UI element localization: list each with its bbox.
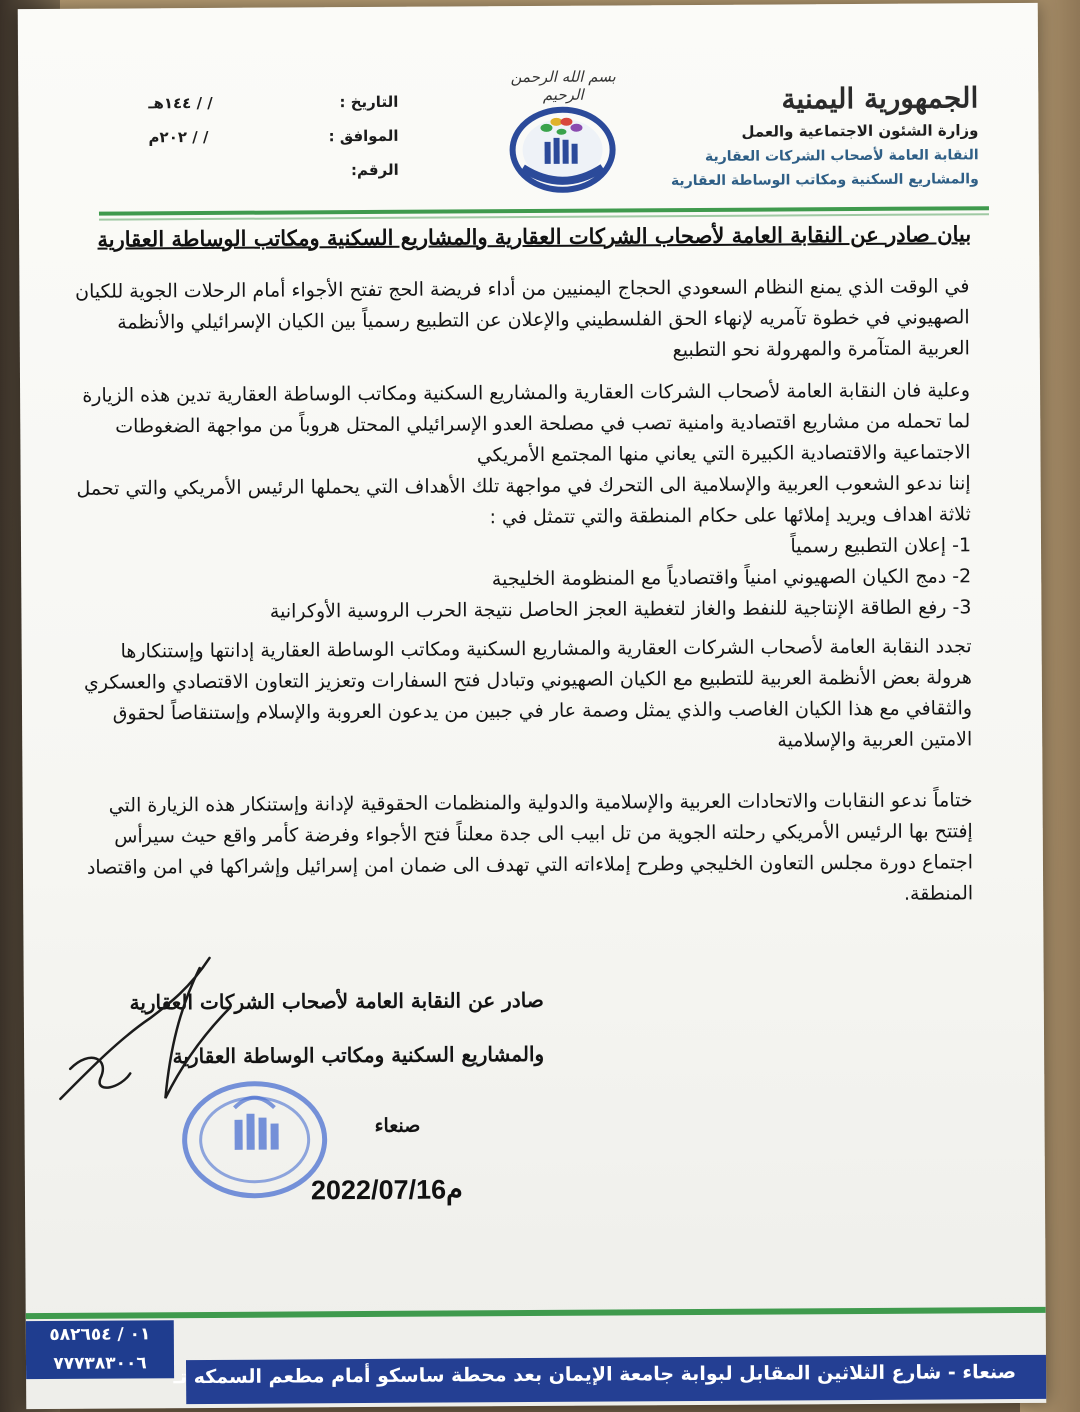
paragraph-4-text: ختاماً ندعو النقابات والاتحادات العربية والإسلامية والدولية والمنظمات الحقوقية لإدانة وإستنكار هذه الزيارة التي إفتتح بها الرئيس الأمريكي رحلته الجوية من تل ابيب الى جدة معلناً فتح الأجواء وفرضة كأمر واقع حيث سيرأس اجتماع دورة مجلس التعاون الخليجي وطرح إملاءاته التي تهدف الى ضمان امن إسرائيل وإشراكها في امن واقتصاد المنطقة. [86,789,974,905]
letterhead-issuer [648,81,979,195]
basmala: بسم الله الرحمن الرحيم [510,67,616,104]
closing-issuer-line2: والمشاريع السكنية ومكاتب الوساطة العقارية [172,1041,545,1069]
closing-city: صنعاء [374,1114,421,1137]
goal-item-1: 1- إعلان التطبيع رسمياً [790,534,972,558]
footer-phone-box [26,1320,174,1379]
date-value: / / ١٤٤هـ [148,93,213,113]
corresponding-value: / / ٢٠٢م [148,127,209,147]
statement-subject: بيان صادر عن النقابة العامة لأصحاب الشركات العقارية والمشاريع السكنية ومكاتب الوساطة العقارية [97,221,972,252]
closing-date: 2022/07/16م [310,1174,463,1206]
paragraph-4 [73,785,974,914]
syndicate-logo [506,97,619,196]
republic-title: الجمهورية اليمنية [781,81,979,116]
goal-item-3: 3- رفع الطاقة الإنتاجية للنفط والغاز لتغطية العجز الحاصل نتيجة الحرب الروسية الأوكرانية [269,596,972,623]
paragraph-3-text: تجدد النقابة العامة لأصحاب الشركات العقارية والمشاريع السكنية ومكاتب الوساطة العقارية إدانتها وإستنكارها هرولة بعض الأنظمة العربية للتطبيع مع الكيان الصهيوني وتبادل فتح السفارات وتعزيز التعاون الاقتصادي والعسكري والثقافي مع هذا الكيان الغاصب والذي يمثل وصمة عار في جبين من يدعون العروبة والإسلام وإستنقاصاً لحقوق الامتين العربية والإسلامية [83,635,973,752]
paragraph-1-text: في الوقت الذي يمنع النظام السعودي الحجاج اليمنيين من أداء فريضة الحج تفتح الأجواء أمام الرحلات الجوية للكيان الصهيوني في خطوة تآمريه لإنهاء الحق الفلسطيني والإعلان عن التطبيع رسمياً بين الكيان الإسرائيلي والأنظمة العربية المتآمرة والمهرولة نحو التطبيع [75,275,970,362]
reference-number-row [149,161,399,181]
paragraph-2b-text: إننا ندعو الشعوب العربية والإسلامية الى التحرك في مواجهة تلك الأهداف التي يحملها الرئيس الأمريكي والتي تحمل ثلاثة اهداف ويريد إملائها على حكام المنطقة والتي تتمثل في : [76,472,971,529]
syndicate-name-line1: النقابة العامة لأصحاب الشركات العقارية [704,147,979,165]
date-label: التاريخ : [339,92,399,112]
letter-page [18,3,1047,1409]
footer-address: صنعاء - شارع الثلاثين المقابل لبوابة جامعة الإيمان بعد محطة ساسكو أمام مطعم السمكه تـ [173,1361,1017,1389]
reference-fields [148,93,399,197]
number-label: الرقم: [350,160,399,180]
paragraph-3 [72,631,973,760]
footer-phone-2: ٧٧٧٣٨٣٠٠٦ [53,1353,147,1374]
footer-phone-1: ٠١ / ٥٨٢٦٥٤ [49,1324,151,1345]
paragraph-2 [70,375,971,628]
official-stamp [174,1067,335,1208]
syndicate-name-line2: والمشاريع السكنية ومكاتب الوساطة العقارية [670,171,979,190]
date-hijri-row [148,93,398,113]
paragraph-1 [69,271,970,369]
corresponding-label: الموافق : [328,126,399,146]
date-gregorian-row [148,127,398,147]
ministry-name: وزارة الشئون الاجتماعية والعمل [741,121,979,141]
goal-item-2: 2- دمج الكيان الصهيوني امنياً واقتصادياً مع المنظومة الخليجية [491,565,972,591]
paragraph-2a-text: وعلية فان النقابة العامة لأصحاب الشركات العقارية والمشاريع السكنية ومكاتب الوساطة العقارية تدين هذه الزيارة لما تحمله من مشاريع اقتصادية وامنية تصب في مصلحة العدو الإسرائيلي المحتل هروباً من مواجهة الضغوطات الاجتماعية والاقتصادية الكبيرة التي يعاني منها المجتمع الأمريكي [82,379,971,467]
footer-rule-green [26,1307,1046,1319]
closing-issuer-line1: صادر عن النقابة العامة لأصحاب الشركات العقارية [129,987,544,1015]
